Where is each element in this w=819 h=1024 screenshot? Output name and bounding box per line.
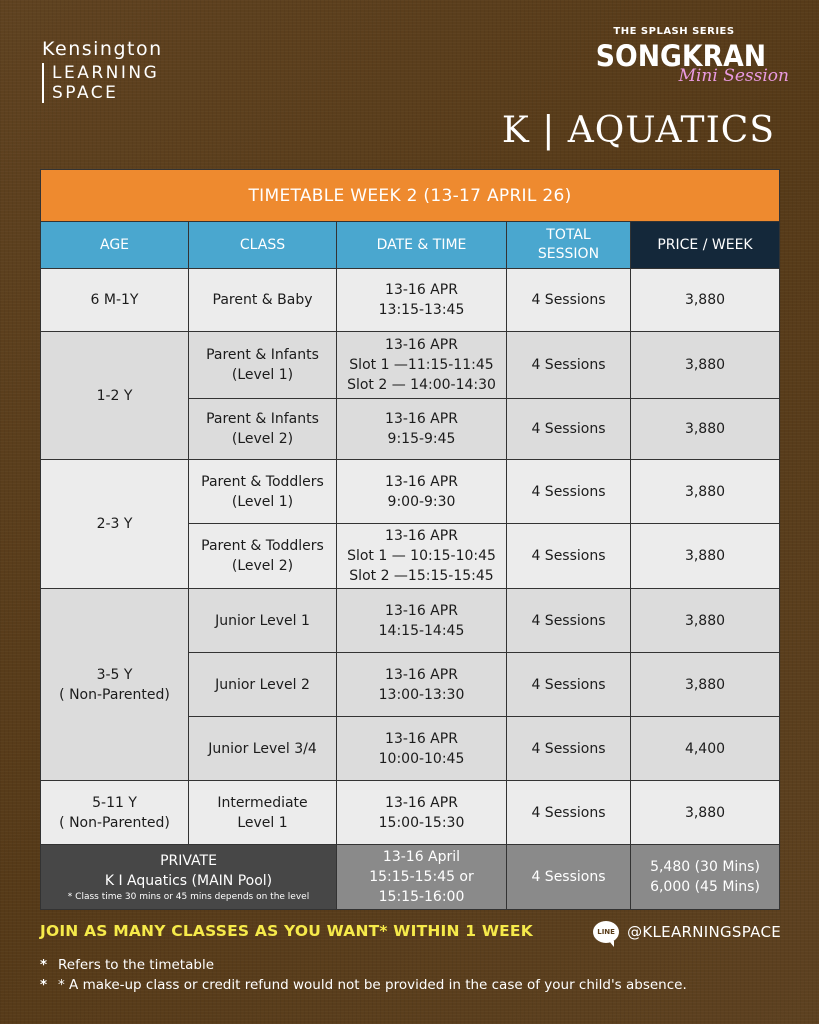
footnote-item: * Refers to the timetable xyxy=(40,957,214,973)
date-time-cell: 13-16 APR 14:15-14:45 xyxy=(337,589,507,653)
timetable-title-row xyxy=(41,170,780,222)
price-cell: 3,880 xyxy=(631,399,780,460)
table-row xyxy=(41,332,780,399)
table-row xyxy=(41,460,780,524)
footnotes xyxy=(40,955,687,995)
age-cell: 2-3 Y xyxy=(41,460,189,589)
price-cell: 3,880 xyxy=(631,589,780,653)
sessions-cell: 4 Sessions xyxy=(507,781,631,845)
table-row xyxy=(41,589,780,653)
price-cell: 3,880 xyxy=(631,269,780,332)
private-row xyxy=(41,845,780,910)
class-cell: Parent & Infants (Level 2) xyxy=(189,399,337,460)
header-class: CLASS xyxy=(189,222,337,269)
date-time-cell: 13-16 APR Slot 1 —11:15-11:45 Slot 2 — 14:00-14:30 xyxy=(337,332,507,399)
price-cell: 3,880 xyxy=(631,524,780,589)
sessions-cell: 4 Sessions xyxy=(507,332,631,399)
table-row xyxy=(41,781,780,845)
sessions-cell: 4 Sessions xyxy=(507,717,631,781)
logo-wordmark: Kensington xyxy=(42,38,163,60)
date-time-cell: 13-16 APR 15:00-15:30 xyxy=(337,781,507,845)
private-note: * Class time 30 mins or 45 mins depends on the level xyxy=(67,892,310,902)
class-cell: Junior Level 2 xyxy=(189,653,337,717)
private-label-cell: PRIVATE K I Aquatics (MAIN Pool) * Class time 30 mins or 45 mins depends on the level xyxy=(41,845,337,910)
sessions-cell: 4 Sessions xyxy=(507,399,631,460)
date-time-cell: 13-16 APR Slot 1 — 10:15-10:45 Slot 2 —15:15-15:45 xyxy=(337,524,507,589)
line-contact[interactable] xyxy=(593,921,781,943)
price-cell: 3,880 xyxy=(631,781,780,845)
timetable xyxy=(40,169,780,910)
private-sessions-cell: 4 Sessions xyxy=(507,845,631,910)
date-time-cell: 13-16 APR 9:00-9:30 xyxy=(337,460,507,524)
price-cell: 3,880 xyxy=(631,332,780,399)
age-cell: 5-11 Y ( Non-Parented) xyxy=(41,781,189,845)
brand-title: K | AQUATICS xyxy=(501,110,775,151)
footnote-item: * * A make-up class or credit refund would not be provided in the case of your child's absence. xyxy=(40,977,687,993)
class-cell: Parent & Baby xyxy=(189,269,337,332)
price-cell: 4,400 xyxy=(631,717,780,781)
class-cell: Parent & Toddlers (Level 1) xyxy=(189,460,337,524)
age-cell: 6 M-1Y xyxy=(41,269,189,332)
class-cell: Parent & Infants (Level 1) xyxy=(189,332,337,399)
series-label: THE SPLASH SERIES xyxy=(613,26,735,37)
logo-subtitle xyxy=(42,63,163,103)
private-price-cell: 5,480 (30 Mins) 6,000 (45 Mins) xyxy=(631,845,780,910)
songkran-series-badge xyxy=(589,26,789,86)
join-callout: JOIN AS MANY CLASSES AS YOU WANT* WITHIN 1 WEEK xyxy=(40,922,533,940)
sessions-cell: 4 Sessions xyxy=(507,460,631,524)
sessions-cell: 4 Sessions xyxy=(507,269,631,332)
class-cell: Intermediate Level 1 xyxy=(189,781,337,845)
line-handle-text: @KLEARNINGSPACE xyxy=(627,923,781,941)
age-cell: 1-2 Y xyxy=(41,332,189,460)
logo-line-learning: LEARNING xyxy=(52,63,160,83)
price-cell: 3,880 xyxy=(631,460,780,524)
kensington-logo xyxy=(42,38,163,103)
series-main-title: SONGKRAN xyxy=(595,39,767,73)
date-time-cell: 13-16 APR 13:15-13:45 xyxy=(337,269,507,332)
date-time-cell: 13-16 APR 9:15-9:45 xyxy=(337,399,507,460)
date-time-cell: 13-16 APR 10:00-10:45 xyxy=(337,717,507,781)
series-script-title: Mini Session xyxy=(678,66,789,86)
header-total-session: TOTAL SESSION xyxy=(507,222,631,269)
logo-line-space: SPACE xyxy=(52,83,119,103)
private-date-time-cell: 13-16 April 15:15-15:45 or 15:15-16:00 xyxy=(337,845,507,910)
class-cell: Junior Level 1 xyxy=(189,589,337,653)
header-row xyxy=(41,222,780,269)
sessions-cell: 4 Sessions xyxy=(507,524,631,589)
date-time-cell: 13-16 APR 13:00-13:30 xyxy=(337,653,507,717)
header-date-time: DATE & TIME xyxy=(337,222,507,269)
table-row xyxy=(41,269,780,332)
age-cell: 3-5 Y ( Non-Parented) xyxy=(41,589,189,781)
price-cell: 3,880 xyxy=(631,653,780,717)
header-price: PRICE / WEEK xyxy=(631,222,780,269)
timetable-title: TIMETABLE WEEK 2 (13-17 APRIL 26) xyxy=(41,170,780,222)
class-cell: Parent & Toddlers (Level 2) xyxy=(189,524,337,589)
sessions-cell: 4 Sessions xyxy=(507,653,631,717)
class-cell: Junior Level 3/4 xyxy=(189,717,337,781)
sessions-cell: 4 Sessions xyxy=(507,589,631,653)
header-age: AGE xyxy=(41,222,189,269)
line-chat-icon: LINE xyxy=(593,921,619,943)
